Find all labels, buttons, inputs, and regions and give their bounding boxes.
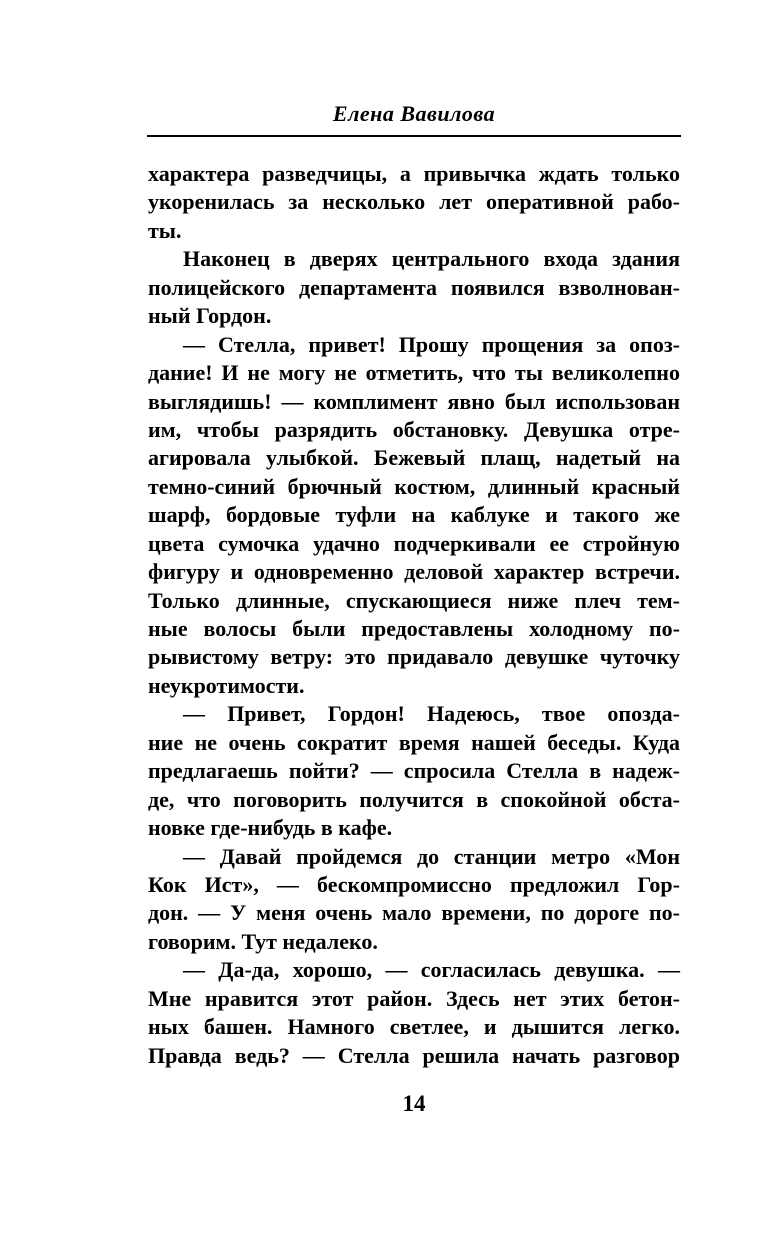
body-text bbox=[148, 160, 680, 1070]
text-line: — Привет, Гордон! Надеюсь, твое опозда- bbox=[183, 701, 680, 727]
text-line: говорим. Тут недалеко. bbox=[148, 928, 378, 954]
text-line: фигуру и одновременно деловой характер встречи. bbox=[148, 559, 680, 585]
text-line: — Да-да, хорошо, — согласилась девушка. — bbox=[183, 957, 680, 983]
text-line: ных башен. Намного светлее, и дышится легко. bbox=[148, 1014, 680, 1040]
text-line: — Давай пройдемся до станции метро «Мон bbox=[183, 843, 680, 869]
text-line: ние не очень сократит время нашей беседы. Куда bbox=[148, 729, 680, 755]
text-line: выглядишь! — комплимент явно был использован bbox=[148, 388, 680, 414]
text-line: Мне нравится этот район. Здесь нет этих бетон- bbox=[148, 985, 680, 1011]
running-head-author: Елена Вавилова bbox=[332, 101, 496, 126]
text-line: неукротимости. bbox=[148, 672, 305, 698]
text-line: шарф, бордовые туфли на каблуке и такого же bbox=[148, 502, 680, 528]
text-line: Правда ведь? — Стелла решила начать разговор bbox=[148, 1042, 680, 1068]
text-line: рывистому ветру: это придавало девушке чуточку bbox=[148, 644, 680, 670]
text-line: ный Гордон. bbox=[148, 303, 272, 329]
text-line: полицейского департамента появился взволнован- bbox=[148, 274, 680, 300]
header-rule bbox=[147, 135, 681, 137]
page-number: 14 bbox=[402, 1091, 426, 1116]
text-line: ты. bbox=[148, 217, 182, 243]
text-line: де, что поговорить получится в спокойной обста- bbox=[148, 786, 680, 812]
text-line: — Стелла, привет! Прошу прощения за опоз- bbox=[183, 331, 680, 357]
text-line: дон. — У меня очень мало времени, по дороге по- bbox=[148, 900, 680, 926]
text-line: предлагаешь пойти? — спросила Стелла в надеж- bbox=[148, 758, 680, 784]
text-line: характера разведчицы, а привычка ждать только bbox=[148, 161, 680, 186]
text-line: Наконец в дверях центрального входа здания bbox=[183, 246, 680, 272]
text-line: Только длинные, спускающиеся ниже плеч тем- bbox=[148, 587, 680, 613]
text-line: им, чтобы разрядить обстановку. Девушка отре- bbox=[148, 416, 680, 442]
text-line: новке где-нибудь в кафе. bbox=[148, 815, 393, 841]
text-line: Кок Ист», — бескомпромиссно предложил Гор- bbox=[148, 871, 680, 897]
text-line: агировала улыбкой. Бежевый плащ, надетый на bbox=[148, 445, 680, 471]
text-line: дание! И не могу не отметить, что ты великолепно bbox=[148, 360, 680, 386]
text-line: цвета сумочка удачно подчеркивали ее стройную bbox=[148, 530, 680, 556]
text-line: ные волосы были предоставлены холодному по- bbox=[148, 616, 680, 641]
text-line: темно-синий брючный костюм, длинный красный bbox=[148, 473, 680, 499]
text-line: укоренилась за несколько лет оперативной рабо- bbox=[148, 189, 680, 215]
